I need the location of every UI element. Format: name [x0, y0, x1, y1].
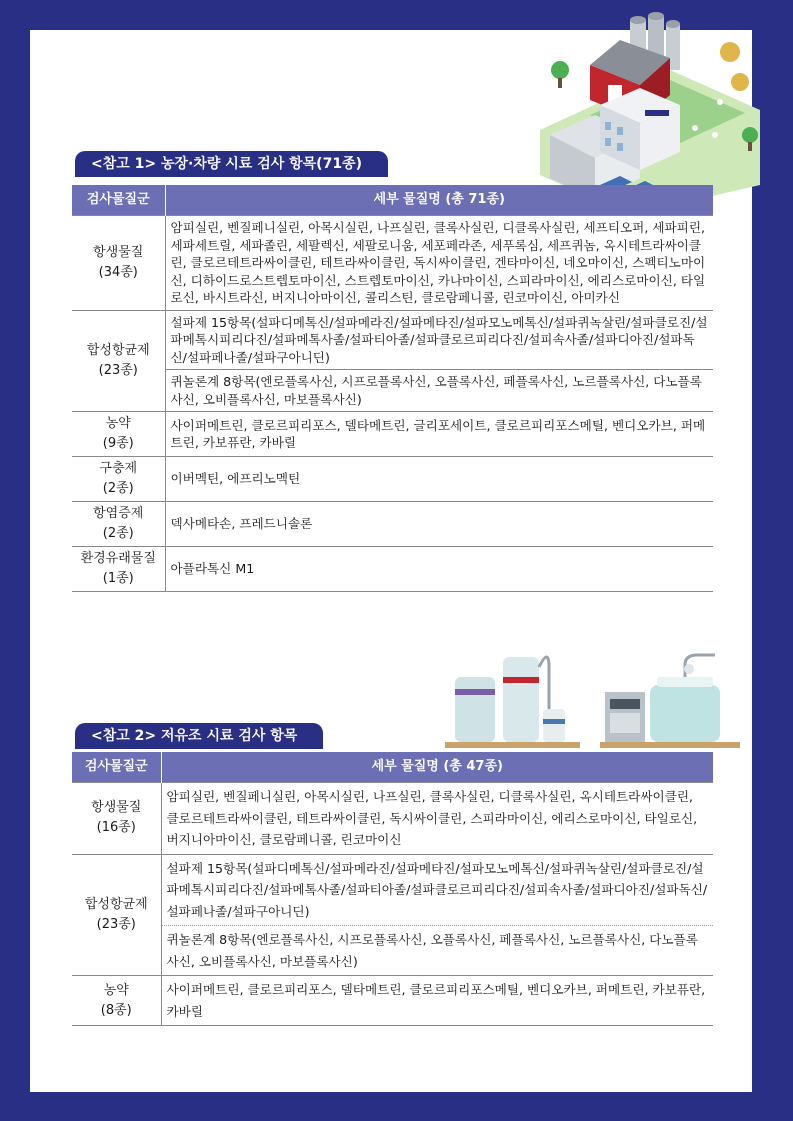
header-substance-detail: 세부 물질명 (총 71종): [165, 185, 713, 216]
header-substance-group: 검사물질군: [72, 752, 161, 783]
category-count: (23종): [98, 362, 138, 378]
category-count: (23종): [96, 916, 136, 932]
header-substance-group: 검사물질군: [72, 185, 165, 216]
table-row: [72, 310, 713, 370]
category-name: 항생물질: [93, 244, 144, 260]
category-cell: [72, 457, 165, 502]
category-name: 합성항균제: [84, 896, 148, 912]
table-row: [72, 547, 713, 592]
lab-equipment-illustration: [445, 647, 745, 755]
detail-cell: 설파제 15항목(설파디메톡신/설파메라진/설파메타진/설파모노메톡신/설파퀴녹살린/설파클로진/설파메톡시피리다진/설파메톡사졸/설파티아졸/설파클로르피리다진/설피속사졸/설파디아진/설파독신/설파페나졸/설파구아니딘): [161, 854, 713, 926]
table-row: [72, 370, 713, 412]
category-name: 합성항균제: [86, 342, 150, 358]
table-row: [72, 783, 713, 855]
category-cell: [72, 783, 161, 855]
document-page: [30, 30, 752, 1092]
category-count: (9종): [102, 436, 134, 451]
category-count: (1종): [102, 571, 134, 586]
category-name: 농약: [105, 416, 131, 431]
category-cell: [72, 216, 165, 311]
category-count: (2종): [102, 481, 134, 496]
table-row: [72, 412, 713, 457]
table-header-row: [72, 185, 713, 216]
category-name: 농약: [103, 982, 129, 998]
category-cell: [72, 310, 165, 412]
category-cell: [72, 547, 165, 592]
detail-cell: 설파제 15항목(설파디메톡신/설파메라진/설파메타진/설파모노메톡신/설파퀴녹살린/설파클로진/설파메톡시피리다진/설파메톡사졸/설파티아졸/설파클로르피리다진/설피속사졸/설파디아진/설파독신/설파페나졸/설파구아니딘): [165, 310, 713, 370]
header-substance-detail: 세부 물질명 (총 47종): [161, 752, 713, 783]
detail-cell: 암피실린, 벤질페니실린, 아목시실린, 나프실린, 클록사실린, 디클록사실린, 세프티오퍼, 세파피린, 세파세트릴, 세파졸린, 세팔렉신, 세팔로니움, 세포페라존, 세푸록심, 세프퀴놈, 옥시테트라싸이클린, 클로르테트라싸이클린, 테트라싸이클린, 독시싸이클린, 겐타마이신, 네오마이신, 스펙티노마이신, 디하이드로스트렙토마이신, 스트렙토마이신, 카나마이신, 스피라마이신, 에리스로마이신, 타일로신, 바시트라신, 버지니아마이신, 콜리스틴, 클로람페니콜, 린코마이신, 아미카신: [165, 216, 713, 311]
reference-1-table: [72, 185, 713, 592]
section-title-reference-2: <참고 2> 저유조 시료 검사 항목: [75, 723, 323, 749]
category-count: (34종): [98, 264, 138, 280]
category-count: (8종): [100, 1002, 132, 1018]
reference-2-table: [72, 752, 713, 1026]
category-name: 환경유래물질: [80, 551, 156, 566]
category-count: (16종): [96, 820, 136, 836]
category-cell: [72, 412, 165, 457]
detail-cell: 사이퍼메트린, 클로르피리포스, 델타메트린, 글리포세이트, 클로르피리포스메틸, 벤디오카브, 퍼메트린, 카보퓨란, 카바릴: [165, 412, 713, 457]
table-row: [72, 926, 713, 976]
detail-cell: 사이퍼메트린, 클로르피리포스, 델타메트린, 클로르피리포스메틸, 벤디오카브, 퍼메트린, 카보퓨란, 카바릴: [161, 976, 713, 1026]
table-row: [72, 502, 713, 547]
category-cell: [72, 854, 161, 976]
category-cell: [72, 976, 161, 1026]
category-name: 항생물질: [91, 800, 142, 816]
table-row: [72, 976, 713, 1026]
table-row: [72, 457, 713, 502]
section-title-reference-1: <참고 1> 농장·차량 시료 검사 항목(71종): [75, 151, 388, 177]
detail-cell: 암피실린, 벤질페니실린, 아목시실린, 나프실린, 클록사실린, 디클록사실린, 옥시테트라싸이클린, 클로르테트라싸이클린, 테트라싸이클린, 독시싸이클린, 스피라마이신, 에리스로마이신, 타일로신, 버지니아마이신, 클로람페니콜, 린코마이신: [161, 783, 713, 855]
category-cell: [72, 502, 165, 547]
detail-cell: 이버멕틴, 에프리노멕틴: [165, 457, 713, 502]
detail-cell: 덱사메타손, 프레드니솔론: [165, 502, 713, 547]
category-name: 항염증제: [93, 506, 144, 521]
detail-cell: 퀴놀론계 8항목(엔로플록사신, 시프로플록사신, 오플록사신, 페플록사신, 노르플록사신, 다노플록사신, 오비플록사신, 마보플록사신): [161, 926, 713, 976]
table-row: [72, 854, 713, 926]
detail-cell: 아플라톡신 M1: [165, 547, 713, 592]
category-name: 구충제: [99, 461, 138, 476]
category-count: (2종): [102, 526, 134, 541]
table-header-row: [72, 752, 713, 783]
detail-cell: 퀴놀론계 8항목(엔로플록사신, 시프로플록사신, 오플록사신, 페플록사신, 노르플록사신, 다노플록사신, 오비플록사신, 마보플록사신): [165, 370, 713, 412]
table-row: [72, 216, 713, 311]
